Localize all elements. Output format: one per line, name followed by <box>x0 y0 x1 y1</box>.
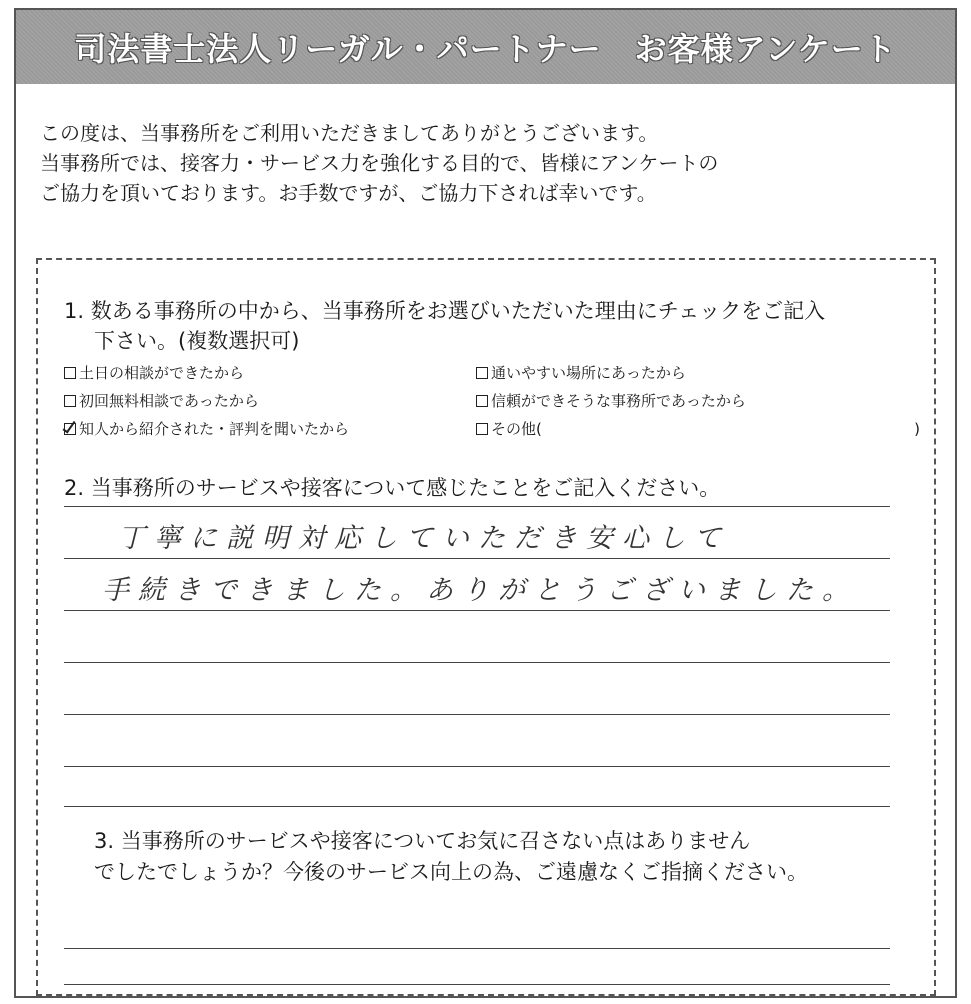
option-referral-reputation[interactable] <box>64 420 476 438</box>
intro-line: この度は、当事務所をご利用いただきましてありがとうございます。 <box>40 121 659 145</box>
option-other[interactable] <box>476 420 924 438</box>
answer-line <box>64 984 890 985</box>
checkbox[interactable] <box>476 395 488 407</box>
option-label: 通いやすい場所にあったから <box>491 364 686 382</box>
answer-line <box>64 766 890 767</box>
answer-line <box>64 806 890 807</box>
checkbox[interactable] <box>64 395 76 407</box>
checkbox[interactable] <box>476 423 488 435</box>
question-1 <box>64 296 924 356</box>
intro-line: ご協力を頂いております。お手数ですが、ご協力下されば幸いです。 <box>40 181 657 205</box>
handwritten-answer-line-2: 手続きできました。ありがとうございました。 <box>102 575 858 606</box>
checkbox[interactable] <box>476 367 488 379</box>
question-2-answer-area[interactable] <box>64 506 890 806</box>
checkbox[interactable] <box>64 367 76 379</box>
question-3-text-cont: でしたでしょうか？今後のサービス向上の為、ご遠慮なくご指摘ください。 <box>94 860 808 884</box>
option-free-first-consultation[interactable] <box>64 392 476 410</box>
option-convenient-location[interactable] <box>476 364 924 382</box>
survey-section <box>36 258 936 996</box>
option-trustworthy-office[interactable] <box>476 392 924 410</box>
intro-text <box>40 118 718 208</box>
option-label: 初回無料相談であったから <box>79 392 259 410</box>
answer-line <box>64 558 890 559</box>
option-label: 知人から紹介された・評判を聞いたから <box>79 420 350 438</box>
checkbox-checked[interactable] <box>64 423 76 435</box>
question-3 <box>94 826 808 888</box>
survey-form <box>14 8 957 998</box>
option-weekend-consultation[interactable] <box>64 364 476 382</box>
question-3-text: 3. 当事務所のサービスや接客についてお気に召さない点はありません <box>94 829 751 853</box>
question-1-text-cont: 下さい。(複数選択可) <box>94 329 300 353</box>
handwritten-answer-line-1: 丁寧に説明対応していただき安心して <box>118 523 730 554</box>
question-1-text: 1. 数ある事務所の中から、当事務所をお選びいただいた理由にチェックをご記入 <box>64 299 826 323</box>
other-paren-close: ) <box>914 420 920 438</box>
question-2-text: 2. 当事務所のサービスや接客について感じたことをご記入ください。 <box>64 476 721 500</box>
option-label: その他( <box>491 420 542 438</box>
question-1-options <box>64 364 924 438</box>
question-3-answer-area[interactable] <box>64 948 890 988</box>
answer-line <box>64 714 890 715</box>
form-header <box>16 10 955 84</box>
answer-line <box>64 610 890 611</box>
answer-line <box>64 506 890 507</box>
answer-line <box>64 948 890 949</box>
intro-line: 当事務所では、接客力・サービス力を強化する目的で、皆様にアンケートの <box>40 151 719 175</box>
form-title: 司法書士法人リーガル・パートナー お客様アンケート <box>74 30 897 68</box>
answer-line <box>64 662 890 663</box>
option-label: 土日の相談ができたから <box>79 364 245 382</box>
option-label: 信頼ができそうな事務所であったから <box>491 392 746 410</box>
